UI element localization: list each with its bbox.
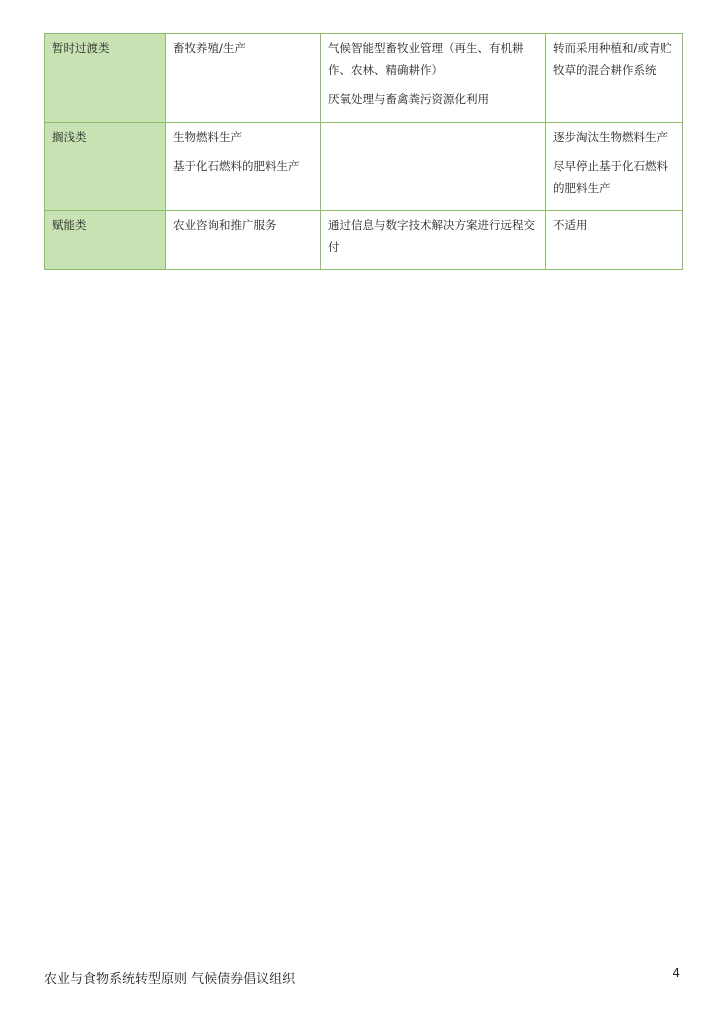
category-cell	[45, 123, 166, 211]
cell-text: 逐步淘汰生物燃料生产	[553, 130, 668, 144]
category-cell	[45, 34, 166, 123]
cell-text: 畜牧养殖/生产	[173, 41, 246, 55]
empty-cell	[321, 123, 546, 211]
classification-table	[44, 33, 683, 270]
table-cell	[546, 34, 683, 123]
table-cell	[546, 211, 683, 270]
table-row	[45, 34, 683, 123]
table-cell	[546, 123, 683, 211]
cell-text: 不适用	[553, 218, 588, 232]
table-row	[45, 123, 683, 211]
category-label: 赋能类	[52, 218, 87, 232]
cell-text: 基于化石燃料的肥料生产	[173, 159, 300, 173]
cell-text: 厌氧处理与畜禽粪污资源化利用	[328, 92, 489, 106]
cell-text: 转而采用种植和/或青贮牧草的混合耕作系统	[553, 41, 672, 77]
table-cell	[166, 211, 321, 270]
category-label: 搁浅类	[52, 130, 87, 144]
cell-text: 农业咨询和推广服务	[173, 218, 277, 232]
table-cell	[321, 34, 546, 123]
category-cell	[45, 211, 166, 270]
table-cell	[166, 34, 321, 123]
table-row	[45, 211, 683, 270]
table-cell	[321, 211, 546, 270]
footer-title: 农业与食物系统转型原则 气候债券倡议组织	[44, 972, 296, 987]
table-cell	[166, 123, 321, 211]
cell-text: 生物燃料生产	[173, 130, 242, 144]
cell-text: 通过信息与数字技术解决方案进行远程交付	[328, 218, 535, 254]
page-number: 4	[672, 966, 680, 980]
cell-text: 气候智能型畜牧业管理（再生、有机耕作、农林、精确耕作）	[328, 41, 524, 77]
cell-text: 尽早停止基于化石燃料的肥料生产	[553, 159, 668, 195]
category-label: 暂时过渡类	[52, 41, 110, 55]
